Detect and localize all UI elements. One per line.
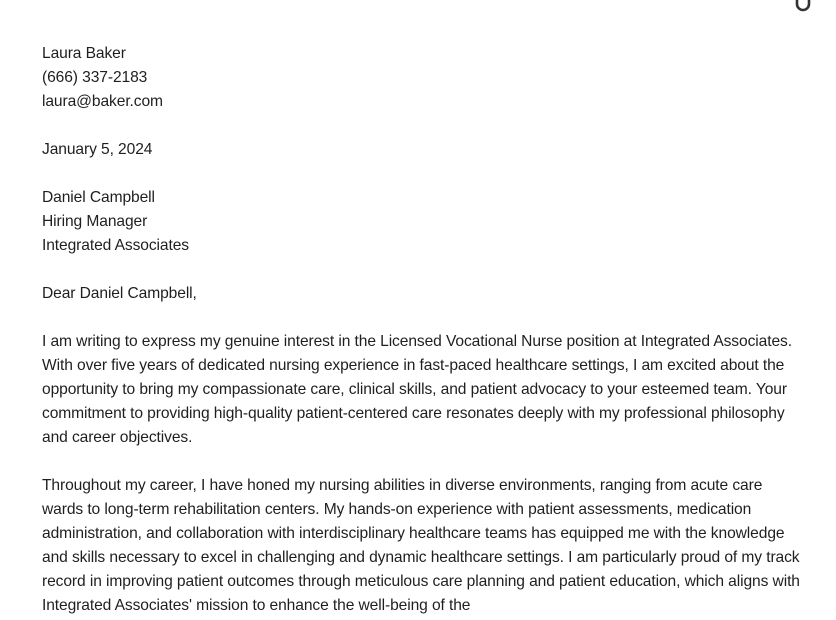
spacer: [42, 306, 802, 330]
spacer: [42, 450, 802, 474]
spacer: [42, 258, 802, 282]
spacer: [42, 162, 802, 186]
spacer: [42, 114, 802, 138]
recipient-title: Hiring Manager: [42, 213, 148, 230]
letter-date: January 5, 2024: [42, 141, 153, 158]
recipient-company: Integrated Associates: [42, 237, 189, 254]
sender-name: Laura Baker: [42, 45, 126, 62]
recipient-name: Daniel Campbell: [42, 189, 155, 206]
sender-email: laura@baker.com: [42, 93, 163, 110]
body-paragraph-2: Throughout my career, I have honed my nursing abilities in diverse environments, ranging from acute care wards to long-term rehabilitation centers. My hands-on experience with patient assessments, medication administration, and collaboration with interdisciplinary healthcare teams has equipped me with the knowledge and skills necessary to excel in challenging and dynamic healthcare settings. I am particularly proud of my track record in improving patient outcomes through meticulous care planning and patient education, which aligns with Integrated Associates' mission to enhance the well-being of the: [42, 477, 800, 614]
body-paragraph-1: I am writing to express my genuine interest in the Licensed Vocational Nurse position at Integrated Associates. With over five years of dedicated nursing experience in fast-paced healthcare settings, I am excited about the opportunity to bring my compassionate care, clinical skills, and patient advocacy to your esteemed team. Your commitment to providing high-quality patient-centered care resonates deeply with my professional philosophy and career objectives.: [42, 333, 792, 446]
partial-corner-icon: [793, 0, 813, 14]
salutation: Dear Daniel Campbell,: [42, 285, 197, 302]
sender-phone: (666) 337-2183: [42, 69, 148, 86]
cover-letter: [42, 42, 802, 618]
